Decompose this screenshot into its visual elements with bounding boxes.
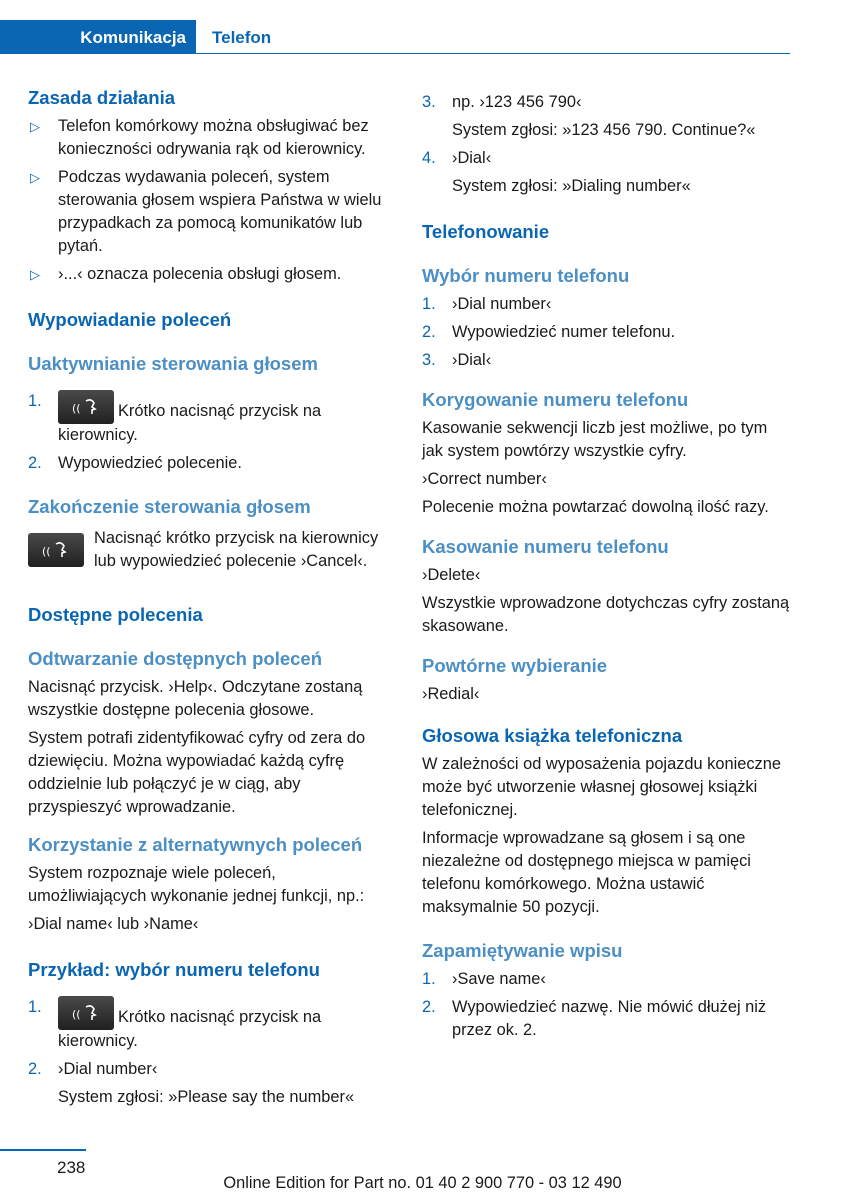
subheading-odtwarzanie: Odtwarzanie dostępnych poleceń [28, 648, 323, 669]
triangle-right-icon: ▷ [30, 267, 40, 282]
paragraph: Nacisnąć przycisk. ›Help‹. Odczytane zostaną wszystkie dostępne polecenia głosowe. [28, 678, 363, 719]
paragraph: Polecenie można powtarzać dowolną ilość razy. [422, 498, 769, 516]
subheading-wybor: Wybór numeru telefonu [422, 265, 630, 286]
list-item: 1. ›Dial number‹ [422, 295, 552, 313]
paragraph: ›Correct number‹ [422, 470, 547, 488]
subheading-zakonczenie: Zakończenie sterowania głosem [28, 496, 311, 517]
list-item: 3. np. ›123 456 790‹ [422, 93, 582, 111]
subheading-korzystanie: Korzystanie z alternatywnych poleceń [28, 834, 363, 855]
page-number: 238 [57, 1158, 86, 1177]
paragraph: Wszystkie wprowadzone dotychczas cyfry zostaną skasowane. [422, 594, 790, 635]
list-item: 1. (( Krótko nacisnąć przycisk na kierownicy. [28, 998, 322, 1050]
section-tab-komunikacja: Komunikacja [0, 20, 196, 54]
heading-wypowiadanie: Wypowiadanie poleceń [28, 309, 232, 330]
svg-text:((: (( [72, 402, 81, 415]
heading-zasada: Zasada działania [28, 87, 176, 108]
voice-command-button-icon [58, 390, 114, 424]
list-item-detail: System zgłosi: »Dialing number« [452, 177, 691, 195]
triangle-right-icon: ▷ [30, 170, 40, 185]
list-item: 2. Wypowiedzieć numer telefonu. [422, 323, 676, 341]
list-item: 4. ›Dial‹ [422, 149, 492, 167]
heading-dostepne: Dostępne polecenia [28, 604, 203, 625]
paragraph: Kasowanie sekwencji liczb jest możliwe, po tym jak system powtórzy wszystkie cyfry. [422, 419, 768, 460]
bullet-item: ▷ Podczas wydawania poleceń, system sterowania głosem wspiera Państwa w wielu przypadkach za pomocą komunikatów lub pytań. [30, 168, 382, 255]
list-item: 3. ›Dial‹ [422, 351, 492, 369]
svg-text:((: (( [72, 1008, 81, 1021]
page-header [0, 20, 790, 55]
bullet-item: ▷ ›...‹ oznacza polecenia obsługi głosem. [28, 263, 396, 286]
paragraph: ›Delete‹ [422, 566, 481, 584]
subheading-powtorne: Powtórne wybieranie [422, 655, 608, 676]
paragraph: System rozpoznaje wiele poleceń, umożliwiających wykonanie jednej funkcji, np.: [28, 864, 365, 905]
section-tab-telefon: Telefon [212, 28, 272, 47]
paragraph: Informacje wprowadzane są głosem i są one niezależne od dostępnego miejsca w pamięci telefonu komórkowego. Można ustawić maksymalnie 50 pozycji. [422, 829, 751, 916]
paragraph: ›Dial name‹ lub ›Name‹ [28, 915, 199, 933]
voice-command-button-icon [28, 533, 84, 567]
heading-ksiazka: Głosowa książka telefoniczna [422, 725, 683, 746]
left-column [28, 86, 396, 1109]
subheading-uaktywnianie: Uaktywnianie sterowania głosem [28, 353, 318, 374]
list-item-detail: System zgłosi: »Please say the number« [58, 1088, 355, 1106]
footer-edition: Online Edition for Part no. 01 40 2 900 770 - 03 12 490 [223, 1174, 622, 1192]
paragraph: ›Redial‹ [422, 685, 480, 703]
heading-telefonowanie: Telefonowanie [422, 221, 550, 242]
subheading-korygowanie: Korygowanie numeru telefonu [422, 389, 689, 410]
list-item: 2. Wypowiedzieć nazwę. Nie mówić dłużej niż przez ok. 2. [422, 998, 767, 1039]
list-item: 1. (( Krótko nacisnąć przycisk na kierownicy. [28, 392, 322, 444]
right-column [422, 91, 790, 1042]
bullet-item: ▷ Telefon komórkowy można obsługiwać bez konieczności odrywania rąk od kierownicy. [30, 117, 369, 158]
paragraph: W zależności od wyposażenia pojazdu konieczne może być utworzenie własnej głosowej książki telefonicznej. [422, 755, 781, 819]
svg-text:((: (( [42, 545, 51, 558]
heading-przyklad: Przykład: wybór numeru telefonu [28, 959, 320, 980]
triangle-right-icon: ▷ [30, 119, 40, 134]
list-item-detail: System zgłosi: »123 456 790. Continue?« [452, 121, 756, 139]
paragraph: System potrafi zidentyfikować cyfry od zera do dziewięciu. Można wypowiadać każdą cyfrę oddzielnie lub połączyć je w ciąg, aby przyspieszyć wprowadzanie. [28, 729, 366, 816]
footer-rule [0, 1149, 86, 1151]
list-item: 2. ›Dial number‹ [28, 1060, 158, 1078]
subheading-zapamietywanie: Zapamiętywanie wpisu [422, 940, 623, 961]
list-item: 2. Wypowiedzieć polecenie. [28, 454, 242, 472]
icon-paragraph: (( Nacisnąć krótko przycisk na kierownicy lub wypowiedzieć polecenie ›Cancel‹. [28, 527, 396, 573]
voice-command-button-icon [58, 996, 114, 1030]
subheading-kasowanie: Kasowanie numeru telefonu [422, 536, 669, 557]
header-rule [196, 53, 790, 54]
list-item: 1. ›Save name‹ [422, 970, 546, 988]
